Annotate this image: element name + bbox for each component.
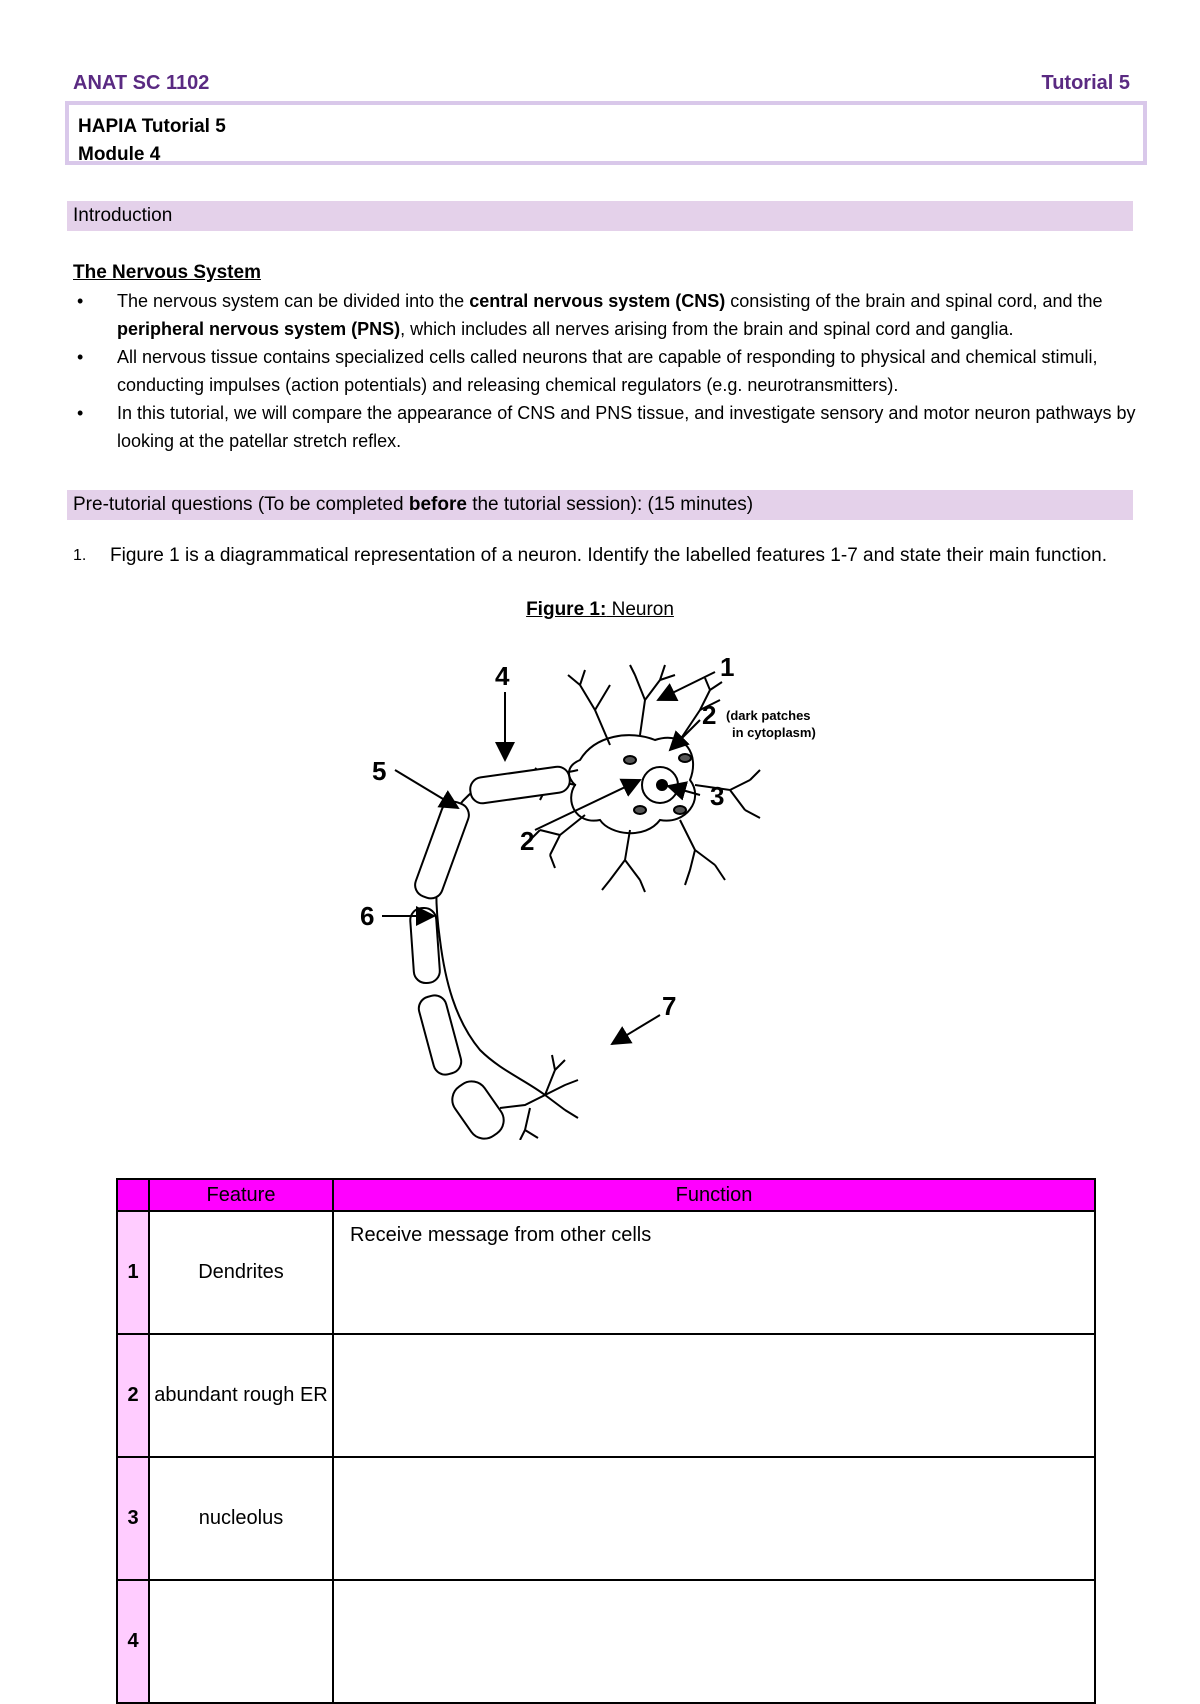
neuron-diagram xyxy=(340,640,880,1140)
feature-function-table xyxy=(116,1178,1096,1704)
module-title: Module 4 xyxy=(78,144,161,165)
function-cell[interactable]: Receive message from other cells xyxy=(333,1211,1095,1334)
label-2-top: 2 xyxy=(702,700,717,730)
header-function: Function xyxy=(333,1179,1095,1211)
section-title: The Nervous System xyxy=(73,262,261,283)
feature-cell[interactable] xyxy=(149,1580,333,1703)
row-index: 1 xyxy=(117,1211,149,1334)
header-index xyxy=(117,1179,149,1211)
label-6: 6 xyxy=(360,901,375,931)
label-2-bottom: 2 xyxy=(520,826,535,856)
function-cell[interactable] xyxy=(333,1457,1095,1580)
label-5: 5 xyxy=(372,756,387,786)
function-cell[interactable] xyxy=(333,1334,1095,1457)
row-index: 4 xyxy=(117,1580,149,1703)
label-3: 3 xyxy=(710,781,725,811)
table-header-row xyxy=(117,1179,1095,1211)
bullet-item: • All nervous tissue contains specialized cells called neurons that are capable of responding to physical and chemical stimuli, conducting impulses (action potentials) and releasing chemical regulators (e.g. neurotransmitters). xyxy=(73,343,1143,399)
label-7: 7 xyxy=(662,991,677,1021)
figure-caption: Figure 1: Neuron xyxy=(526,599,674,620)
pre-tutorial-band: Pre-tutorial questions (To be completed before the tutorial session): (15 minutes) xyxy=(67,490,1133,520)
table-row xyxy=(117,1334,1095,1457)
intro-bullet-list xyxy=(73,287,1143,455)
label-4: 4 xyxy=(495,661,510,691)
table-row xyxy=(117,1457,1095,1580)
question-number: 1. xyxy=(73,547,87,564)
page-header xyxy=(73,72,1130,95)
feature-cell: nucleolus xyxy=(149,1457,333,1580)
function-cell[interactable] xyxy=(333,1580,1095,1703)
label-1: 1 xyxy=(720,652,735,682)
row-index: 3 xyxy=(117,1457,149,1580)
header-feature: Feature xyxy=(149,1179,333,1211)
tutorial-number: Tutorial 5 xyxy=(1041,72,1130,94)
label-2-note-line1: (dark patches xyxy=(726,708,811,723)
nucleolus xyxy=(657,780,667,790)
feature-cell: abundant rough ER xyxy=(149,1334,333,1457)
question-1 xyxy=(73,541,1133,570)
introduction-band: Introduction xyxy=(67,201,1133,231)
label-2-note-line2: in cytoplasm) xyxy=(732,725,816,740)
tutorial-title: HAPIA Tutorial 5 xyxy=(78,116,226,137)
title-box xyxy=(65,101,1147,165)
bullet-item: • The nervous system can be divided into the central nervous system (CNS) consisting of the brain and spinal cord, and the peripheral nervous system (PNS), which includes all nerves arising from the brain and spinal cord and ganglia. xyxy=(73,287,1143,343)
question-text: Figure 1 is a diagrammatical representation of a neuron. Identify the labelled features 1-7 and state their main function. xyxy=(110,545,1108,566)
bullet-item: • In this tutorial, we will compare the appearance of CNS and PNS tissue, and investigate sensory and motor neuron pathways by looking at the patellar stretch reflex. xyxy=(73,399,1143,455)
table-row xyxy=(117,1211,1095,1334)
axon-terminals xyxy=(500,1055,578,1140)
course-code: ANAT SC 1102 xyxy=(73,72,210,94)
row-index: 2 xyxy=(117,1334,149,1457)
feature-cell: Dendrites xyxy=(149,1211,333,1334)
table-row xyxy=(117,1580,1095,1703)
